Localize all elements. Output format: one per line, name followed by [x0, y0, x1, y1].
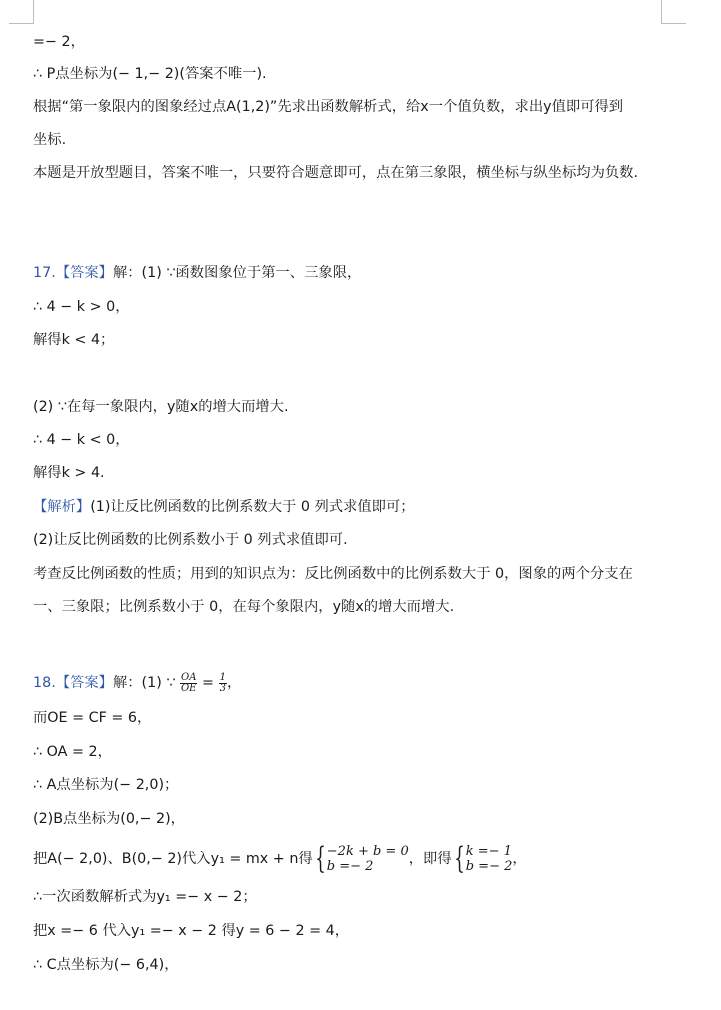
- crop-mark-right-vertical: [661, 0, 662, 24]
- equation-text: ，即得: [408, 851, 452, 867]
- question-number: 17.: [33, 265, 56, 281]
- text-line: ∴ OA = 2，: [33, 744, 112, 760]
- q17-analysis-line: [33, 497, 415, 517]
- fraction-one-third: $\frac{1}{3}$: [219, 671, 226, 694]
- text-line: ∴一次函数解析式为y₁ =− x − 2；: [33, 889, 257, 905]
- text-line: 一、三象限；比例系数小于 0，在每个象限内，y随x的增大而增大.: [33, 599, 455, 615]
- text-line: (2)让反比例函数的比例系数小于 0 列式求值即可.: [33, 532, 348, 548]
- crop-mark-left-vertical: [33, 0, 34, 24]
- left-brace: {: [314, 841, 326, 876]
- text-line: 解得k > 4.: [33, 465, 105, 481]
- equation-text: 把A(− 2,0)、B(0,− 2)代入y₁ = mx + n得: [33, 851, 313, 867]
- text-line: (2) ∵在每一象限内，y随x的增大而增大.: [33, 399, 289, 415]
- crop-mark-right-horizontal: [661, 23, 686, 24]
- text-line: ∴ C点坐标为(− 6,4)，: [33, 957, 179, 973]
- analysis-text: (1)让反比例函数的比例系数大于 0 列式求值即可；: [90, 499, 415, 515]
- text-line: 根据“第一象限内的图象经过点A(1,2)”先求出函数解析式，给x一个值负数，求出y值即可得到: [33, 99, 624, 115]
- q18-answer-line: 18.【答案】解：(1) ∵ $\frac{OA}{OE}$ = $\frac{1}{3}$ ，: [33, 671, 242, 694]
- text-line: 而OE = CF = 6，: [33, 710, 152, 726]
- text-line: ∴ P点坐标为(− 1,− 2)(答案不唯一).: [33, 66, 267, 82]
- text-line: ∴ 4 − k < 0，: [33, 432, 130, 448]
- analysis-tag: 【解析】: [33, 499, 91, 515]
- answer-tag: 【答案】: [55, 265, 113, 281]
- text-line: =− 2，: [33, 34, 85, 50]
- answer-text: 解：(1) ∵函数图象位于第一、三象限，: [112, 265, 362, 281]
- q18-system-line: 把A(− 2,0)、B(0,− 2)代入y₁ = mx + n得{ −2k + b = 0 b =− 2 ，即得{ k =− 1 b =− 2 ，: [33, 841, 527, 876]
- crop-mark-left-horizontal: [9, 23, 34, 24]
- equation-solution: k =− 1 b =− 2: [465, 844, 513, 874]
- text-line: ∴ A点坐标为(− 2,0)；: [33, 777, 179, 793]
- text-line: ∴ 4 − k > 0，: [33, 299, 130, 315]
- answer-tag: 【答案】: [55, 675, 113, 691]
- q17-answer-line: [33, 263, 361, 283]
- question-number: 18.: [33, 675, 56, 691]
- text-line: 把x =− 6 代入y₁ =− x − 2 得y = 6 − 2 = 4，: [33, 923, 349, 939]
- answer-text: 解：(1) ∵: [112, 675, 176, 691]
- text-line: 本题是开放型题目，答案不唯一，只要符合题意即可，点在第三象限，横坐标与纵坐标均为负数.: [33, 165, 639, 181]
- text-line: 考查反比例函数的性质；用到的知识点为：反比例函数中的比例系数大于 0，图象的两个分支在: [33, 566, 633, 582]
- text-line: (2)B点坐标为(0,− 2)，: [33, 811, 185, 827]
- fraction-oa-oe: $\frac{OA}{OE}$: [180, 671, 197, 694]
- text-line: 解得k < 4；: [33, 332, 115, 348]
- text-line: 坐标.: [33, 132, 67, 148]
- equation-system: −2k + b = 0 b =− 2: [326, 844, 409, 874]
- left-brace: {: [453, 841, 465, 876]
